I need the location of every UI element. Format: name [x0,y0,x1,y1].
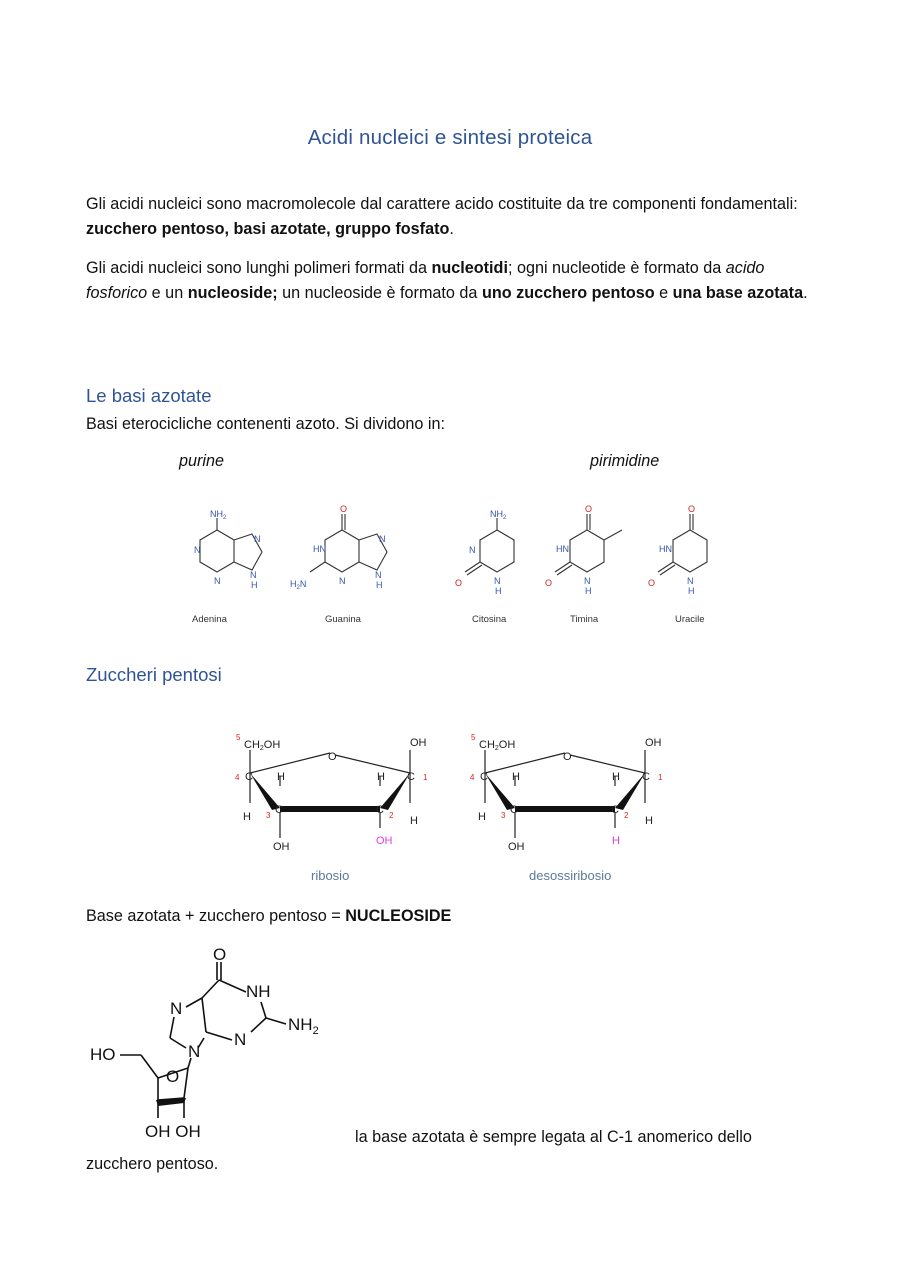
intro-p1-end: . [449,220,454,238]
intro-p2-d: acido fosforico [86,259,765,302]
atom-oh: OH [410,737,427,749]
atom-o: O [455,578,463,588]
carbon-number-5: 5 [471,733,476,742]
atom-n: N [494,576,501,586]
atom-h: H [612,771,620,783]
intro-p2-b: nucleotidi [431,259,508,277]
atom-c: C [407,771,415,783]
atom-n: N [170,999,183,1018]
atom-hn: HN [556,544,569,554]
pentose-sugars-figure [230,728,670,888]
intro-p1-text: Gli acidi nucleici sono macromolecole dal carattere acido costituite da tre componenti fondamentali: [86,195,798,213]
intro-p2-c: ; ogni nucleotide è formato da [507,259,726,277]
carbon-number-5: 5 [236,733,241,742]
page-title: Acidi nucleici e sintesi proteica [307,126,593,149]
carbon-number-3: 3 [501,811,506,820]
atom-oh: OH [645,737,662,749]
equation-text: Base azotata + zucchero pentoso = [86,907,346,925]
atom-n: N [469,545,476,555]
adenine-nh2: $NH_2$ [210,509,227,521]
intro-p2-f: nucleoside; [187,284,278,302]
intro-p2-j: una base azotata [672,284,804,302]
atom-h: H [585,586,592,596]
atom-h: H [645,815,653,827]
atom-n: N [254,534,261,544]
atom-c: C [642,771,650,783]
atom-h: H [688,586,695,596]
atom-h: H [376,580,383,590]
atom-n: N [339,576,346,586]
atom-c: C [376,804,384,816]
bases-description: Basi eterocicliche contenenti azoto. Si dividono in: [86,415,446,433]
atom-n: N [234,1030,247,1049]
atom-o: O [166,1067,180,1086]
molecule-label-timina: Timina [570,614,599,625]
atom-n: N [194,545,201,555]
molecule-label-uracile: Uracile [675,614,705,625]
atom-nh: NH [246,982,271,1001]
carbon-number-4: 4 [470,773,475,782]
ribose-caption: ribosio [311,868,350,883]
carbon-number-4: 4 [235,773,240,782]
molecule-label-citosina: Citosina [472,614,507,625]
intro-p2-k: . [803,284,808,302]
atom-o: O [688,504,696,514]
nucleoside-nh2: $NH_2$ [288,1015,319,1037]
atom-h: H [277,771,285,783]
intro-paragraph-1 [86,192,816,242]
intro-p2-a: Gli acidi nucleici sono lunghi polimeri formati da [86,259,432,277]
atom-n: N [584,576,591,586]
atom-o: O [648,578,656,588]
atom-h: H [251,580,258,590]
atom-h: H [243,811,251,823]
deoxyribose-ch2oh: CH2OH [479,739,516,752]
atom-hn: HN [313,544,326,554]
pyrimidine-label: pirimidine [590,452,660,470]
nucleoside-equation [86,904,816,929]
atom-h: H [495,586,502,596]
cytosine-nh2: $NH_2$ [490,509,507,521]
atom-hn: HN [659,544,672,554]
molecule-label-adenina: Adenina [192,614,227,625]
guanine-h2n: $H_2N$ [290,579,307,591]
atom-n: N [214,576,221,586]
atom-n: N [379,534,386,544]
atom-h: H [377,771,385,783]
deoxyribose-caption: desossiribosio [529,868,612,883]
intro-p2-g: un nucleoside è formato da [277,284,482,302]
atom-o: O [585,504,593,514]
section-heading-bases: Le basi azotate [86,385,212,406]
section-heading-sugars: Zuccheri pentosi [86,664,222,685]
carbon-number-2: 2 [624,811,629,820]
ribose-ch2oh: CH2OH [244,739,281,752]
atom-n: N [375,570,382,580]
atom-c: C [510,804,518,816]
atom-h: H [512,771,520,783]
deoxyribose-c2-h: H [612,835,620,847]
atom-ho: HO [90,1045,116,1064]
atom-h: H [410,815,418,827]
atom-o: O [328,751,337,763]
atom-o: O [340,504,348,514]
atom-oh: OH [508,841,525,853]
atom-c: C [480,771,488,783]
atom-n: N [687,576,694,586]
molecule-label-guanina: Guanina [325,614,361,625]
nucleoside-note-line-1: la base azotata è sempre legata al C-1 anomerico dello [355,1128,752,1146]
intro-p2-h: uno zucchero pentoso [481,284,655,302]
nucleoside-structure [86,940,336,1145]
atom-c: C [245,771,253,783]
intro-p1-bold: zucchero pentoso, basi azotate, gruppo fosfato [86,220,450,238]
ribose-c2-oh: OH [376,835,393,847]
nitrogen-bases-figure [170,500,730,630]
atom-h: H [478,811,486,823]
intro-p2-e: e un [147,284,188,302]
atom-c: C [275,804,283,816]
atom-n: N [188,1042,201,1061]
equation-bold: NUCLEOSIDE [345,907,452,925]
nucleoside-note-line-2: zucchero pentoso. [86,1155,219,1173]
atom-n: N [250,570,257,580]
atom-oh: OH [273,841,290,853]
atom-o: O [545,578,553,588]
atom-o: O [213,945,227,964]
atom-ohoh: OH OH [145,1122,201,1141]
carbon-number-1: 1 [423,773,428,782]
carbon-number-3: 3 [266,811,271,820]
atom-o: O [563,751,572,763]
purine-label: purine [179,452,224,470]
intro-paragraph-2 [86,256,816,306]
carbon-number-1: 1 [658,773,663,782]
atom-c: C [611,804,619,816]
carbon-number-2: 2 [389,811,394,820]
intro-p2-i: e [654,284,673,302]
